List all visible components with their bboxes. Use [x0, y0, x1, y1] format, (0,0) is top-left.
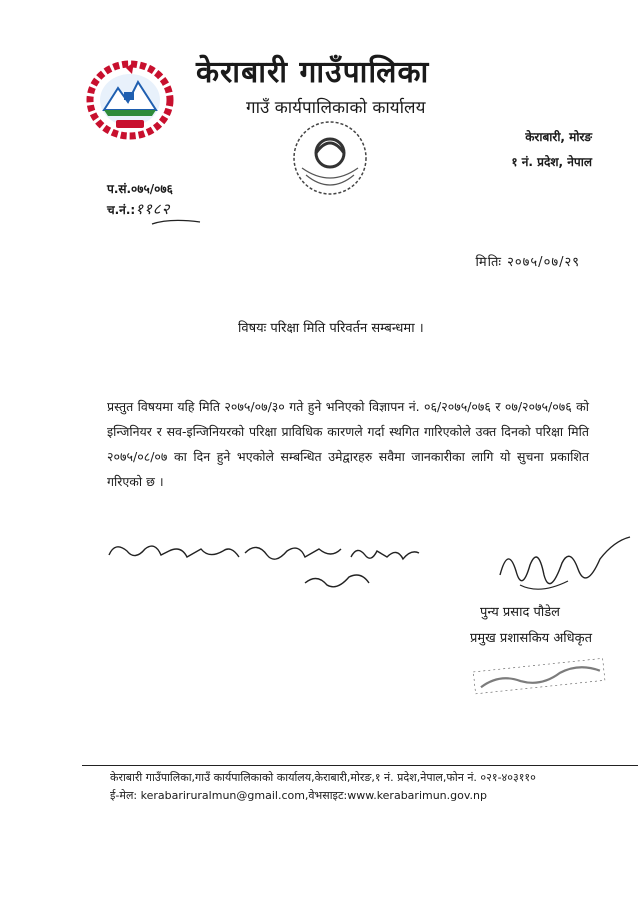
designation-stamp: [470, 655, 610, 695]
handwritten-underline: [150, 213, 202, 227]
letter-body: प्रस्तुत विषयमा यहि मिति २०७५/०७/३० गते हुने भनिएको विज्ञापन नं. ०६/२०७५/०७६ र ०७/२०७५/०७६ को इन्जिनियर र सव-इन्जिनियरको परिक्षा प्राविधिक कारणले गर्दा स्थगित गारिएकोले उक्त दिनको परिक्षा मिति २०७५/०८/०७ का दिन हुने भएकोले सम्बन्धित उमेद्वारहरु सवैमा जानकारीका लागि यो सुचना प्रकाशित गरिएको छ ।: [107, 399, 589, 489]
signatory-name: पुन्य प्रसाद पौडेल: [480, 605, 560, 620]
footer-divider: [82, 765, 638, 766]
footer-address: केराबारी गाउँपालिका,गाउँ कार्यपालिकाको कार्यालय,केराबारी,मोरङ,१ नं. प्रदेश,नेपाल,फोन नं. ०२१-४०३११०: [110, 771, 536, 784]
office-seal-stamp: [280, 113, 380, 203]
address-line-1: केराबारी, मोरङ: [525, 130, 592, 144]
office-subtitle: गाउँ कार्यपालिकाको कार्यालय: [246, 98, 426, 118]
signatory-designation: प्रमुख प्रशासकिय अधिकृत: [470, 631, 593, 646]
dispatch-number-handwritten: ११८२: [135, 200, 171, 218]
handwritten-note: [105, 537, 425, 597]
letter-subject: विषयः परिक्षा मिति परिवर्तन सम्बन्धमा ।: [238, 321, 424, 336]
address-line-2: १ नं. प्रदेश, नेपाल: [511, 155, 592, 169]
reference-number: प.सं.०७५/०७६: [107, 182, 173, 196]
dispatch-label: च.नं.:: [107, 203, 136, 217]
letter-date: मितिः २०७५/०७/२९: [475, 255, 580, 270]
footer-contact: ई-मेल: kerabariruralmun@gmail.com,वेभसाइट:www.kerabarimun.gov.np: [110, 789, 487, 802]
page-title: केराबारी गाउँपालिका: [196, 55, 430, 90]
government-emblem: [86, 58, 174, 140]
